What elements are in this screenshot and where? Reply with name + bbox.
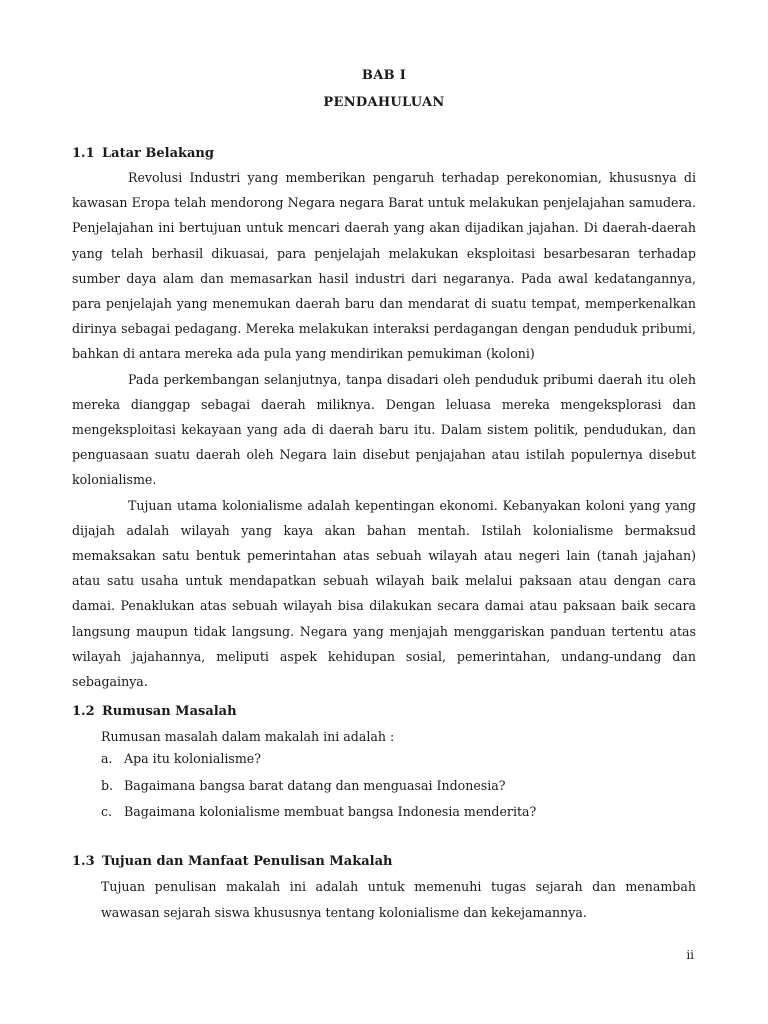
list-item-text: Apa itu kolonialisme? bbox=[124, 751, 262, 766]
list-item bbox=[101, 773, 536, 800]
section-heading-rumusan-masalah bbox=[72, 704, 237, 719]
section-intro: Rumusan masalah dalam makalah ini adalah : bbox=[101, 729, 395, 744]
section-title: Tujuan dan Manfaat Penulisan Makalah bbox=[102, 854, 393, 869]
list-item bbox=[101, 746, 536, 773]
list-item-text: Bagaimana kolonialisme membuat bangsa Indonesia menderita? bbox=[124, 804, 537, 819]
list-item bbox=[101, 799, 536, 826]
paragraph: Pada perkembangan selanjutnya, tanpa disadari oleh penduduk pribumi daerah itu oleh mereka dianggap sebagai daerah miliknya. Dengan leluasa mereka mengeksplorasi dan mengeksploitasi kekayaan yang ada di daerah baru itu. Dalam sistem politik, pendudukan, dan penguasaan suatu daerah oleh Negara lain disebut penjajahan atau istilah populernya disebut kolonialisme. bbox=[72, 371, 696, 488]
chapter-title: PENDAHULUAN bbox=[323, 95, 445, 110]
paragraph: Revolusi Industri yang memberikan pengaruh terhadap perekonomian, khususnya di kawasan Eropa telah mendorong Negara negara Barat untuk melakukan penjelajahan samudera. Penjelajahan ini bertujuan untuk mencari daerah yang akan dijadikan jajahan. Di daerah-daerah yang telah berhasil dikuasai, para penjelajah melakukan eksploitasi besarbesaran terhadap sumber daya alam dan memasarkan hasil industri dari negaranya. Pada awal kedatangannya, para penjelajah yang menemukan daerah baru dan mendarat di suatu tempat, memperkenalkan dirinya sebagai pedagang. Mereka melakukan interaksi perdagangan dengan penduduk pribumi, bahkan di antara mereka ada pula yang mendirikan pemukiman (koloni) bbox=[72, 170, 696, 362]
page-number: ii bbox=[686, 948, 694, 962]
paragraph: Tujuan utama kolonialisme adalah kepentingan ekonomi. Kebanyakan koloni yang yang dijajah adalah wilayah yang kaya akan bahan mentah. Istilah kolonialisme bermaksud memaksakan satu bentuk pemerintahan atas sebuah wilayah atau negeri lain (tanah jajahan) atau satu usaha untuk mendapatkan sebuah wilayah baik melalui paksaan atau dengan cara damai. Penaklukan atas sebuah wilayah bisa dilakukan secara damai atau paksaan baik secara langsung maupun tidak langsung. Negara yang menjajah menggariskan panduan tertentu atas wilayah jajahannya, meliputi aspek kehidupan sosial, pemerintahan, undang-undang dan sebagainya. bbox=[72, 497, 696, 690]
list-marker: b. bbox=[101, 777, 114, 793]
section-title: Latar Belakang bbox=[102, 146, 214, 161]
list-marker: c. bbox=[101, 804, 113, 819]
list-item-text: Bagaimana bangsa barat datang dan menguasai Indonesia? bbox=[124, 777, 506, 793]
section-body-latar-belakang bbox=[72, 165, 696, 694]
section-title: Rumusan Masalah bbox=[102, 704, 237, 719]
section-heading-tujuan-manfaat bbox=[72, 854, 392, 869]
chapter-number: BAB I bbox=[361, 68, 407, 83]
section-number: 1.1 bbox=[72, 146, 95, 161]
section-body-tujuan-manfaat bbox=[101, 874, 696, 925]
section-heading-latar-belakang bbox=[72, 146, 214, 161]
list-marker: a. bbox=[101, 751, 113, 766]
section-number: 1.3 bbox=[72, 854, 95, 869]
problem-list bbox=[101, 746, 536, 826]
paragraph: Tujuan penulisan makalah ini adalah untuk memenuhi tugas sejarah dan menambah wawasan sejarah siswa khususnya tentang kolonialisme dan kekejamannya. bbox=[101, 879, 696, 920]
section-number: 1.2 bbox=[72, 704, 95, 719]
